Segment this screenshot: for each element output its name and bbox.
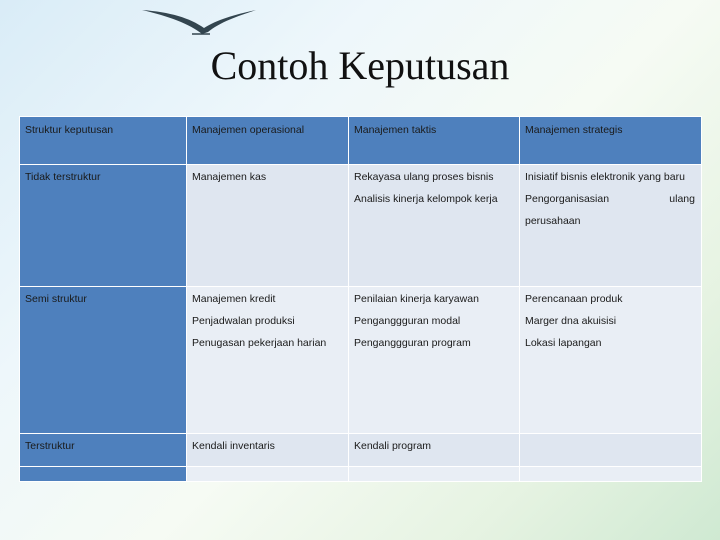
row-label: Terstruktur xyxy=(20,434,187,467)
cell-operasional xyxy=(187,165,349,287)
row-label-empty xyxy=(20,467,187,482)
cell-item: perusahaan xyxy=(525,215,581,227)
page-title: Contoh Keputusan xyxy=(210,43,510,88)
cell-operasional xyxy=(187,434,349,467)
cell-item: Penugasan pekerjaan harian xyxy=(192,337,327,349)
cell-strategis xyxy=(520,165,702,287)
cell-item: Perencanaan produk xyxy=(525,293,623,305)
decision-table xyxy=(19,116,702,482)
cell-word: ulang xyxy=(669,193,695,205)
cell-item-justified xyxy=(525,193,695,206)
cell-item: Penjadwalan produksi xyxy=(192,315,295,327)
cell-taktis xyxy=(349,287,520,434)
cell-item: Manajemen kredit xyxy=(192,293,276,305)
cell-operasional xyxy=(187,287,349,434)
cell-item: Kendali inventaris xyxy=(192,440,275,452)
header-operasional: Manajemen operasional xyxy=(187,117,349,165)
header-taktis: Manajemen taktis xyxy=(349,117,520,165)
table-row xyxy=(20,165,702,287)
bird-logo-icon xyxy=(140,4,260,36)
cell-item: Rekayasa ulang proses bisnis xyxy=(354,171,494,183)
table-header-row xyxy=(20,117,702,165)
row-label: Semi struktur xyxy=(20,287,187,434)
table-row-empty xyxy=(20,467,702,482)
table-row xyxy=(20,434,702,467)
header-strategis: Manajemen strategis xyxy=(520,117,702,165)
table-row xyxy=(20,287,702,434)
row-label: Tidak terstruktur xyxy=(20,165,187,287)
header-struktur: Struktur keputusan xyxy=(20,117,187,165)
cell-item: Kendali program xyxy=(354,440,432,452)
cell-word: Pengorganisasian xyxy=(525,193,610,205)
cell-item: Inisiatif bisnis elektronik yang baru xyxy=(525,171,685,183)
cell-item: Analisis kinerja kelompok kerja xyxy=(354,193,498,205)
cell-item: Marger dna akuisisi xyxy=(525,315,617,327)
cell-item: Manajemen kas xyxy=(192,171,267,183)
cell-strategis xyxy=(520,287,702,434)
cell-taktis xyxy=(349,165,520,287)
cell-taktis xyxy=(349,434,520,467)
cell-item: Penganggguran modal xyxy=(354,315,461,327)
cell-item: Lokasi lapangan xyxy=(525,337,602,349)
cell-empty xyxy=(187,467,349,482)
cell-empty xyxy=(349,467,520,482)
cell-item: Penganggguran program xyxy=(354,337,471,349)
cell-strategis xyxy=(520,434,702,467)
cell-empty xyxy=(520,467,702,482)
cell-item: Penilaian kinerja karyawan xyxy=(354,293,479,305)
